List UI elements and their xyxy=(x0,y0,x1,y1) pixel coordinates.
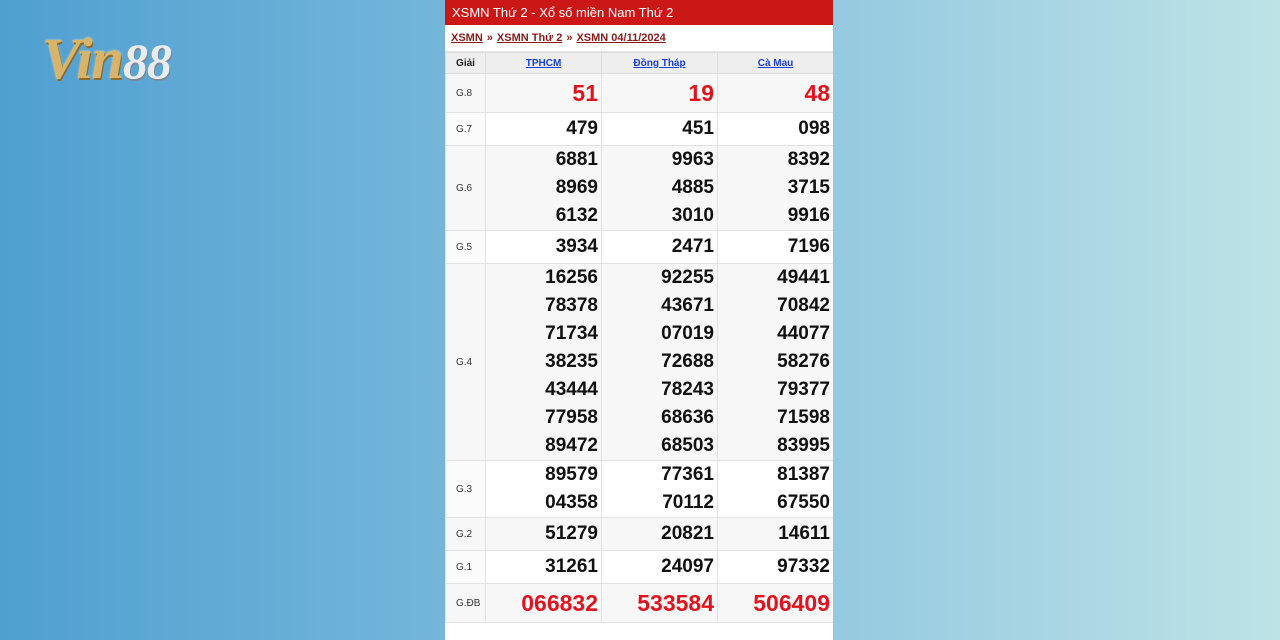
result-number: 71734 xyxy=(545,323,598,344)
prize-label: G.1 xyxy=(446,551,486,584)
result-cell xyxy=(602,584,718,623)
result-number: 19 xyxy=(688,80,714,106)
result-number: 31261 xyxy=(545,556,598,577)
table-row xyxy=(446,231,834,264)
result-number: 92255 xyxy=(661,267,714,288)
result-number: 098 xyxy=(798,118,830,139)
results-panel xyxy=(445,0,833,640)
result-cell xyxy=(718,264,834,461)
result-number: 49441 xyxy=(777,267,830,288)
table-row xyxy=(446,461,834,518)
result-number: 70112 xyxy=(662,492,714,513)
result-number: 8969 xyxy=(555,177,598,198)
table-row xyxy=(446,584,834,623)
result-cell xyxy=(486,113,602,146)
breadcrumb-separator: » xyxy=(566,32,573,44)
table-row xyxy=(446,113,834,146)
result-cell xyxy=(486,461,602,518)
result-number: 78243 xyxy=(661,379,714,400)
breadcrumb-separator: » xyxy=(486,32,493,44)
prize-label: G.ĐB xyxy=(446,584,486,623)
prize-label: G.5 xyxy=(446,231,486,264)
result-cell xyxy=(486,146,602,231)
result-number: 68636 xyxy=(661,407,714,428)
province-link-dong-thap[interactable]: Đồng Tháp xyxy=(633,57,686,69)
result-cell xyxy=(602,231,718,264)
result-number: 9916 xyxy=(787,205,830,226)
result-number: 67550 xyxy=(777,492,830,513)
result-cell xyxy=(602,264,718,461)
results-table xyxy=(445,52,833,623)
table-row xyxy=(446,518,834,551)
breadcrumb-link-xsmn-thu-2[interactable]: XSMN Thứ 2 xyxy=(496,32,563,44)
result-cell xyxy=(718,461,834,518)
results-body xyxy=(446,74,834,623)
result-number: 48 xyxy=(804,80,830,106)
table-header-row xyxy=(446,53,834,74)
breadcrumb xyxy=(445,25,833,52)
province-link-tphcm[interactable]: TPHCM xyxy=(525,57,562,69)
result-number: 77361 xyxy=(661,464,714,485)
result-cell xyxy=(718,146,834,231)
prize-label: G.6 xyxy=(446,146,486,231)
column-header-prize: Giải xyxy=(446,53,486,74)
result-number: 066832 xyxy=(521,590,598,616)
result-number: 51279 xyxy=(545,523,598,544)
result-number: 479 xyxy=(566,118,598,139)
prize-label: G.8 xyxy=(446,74,486,113)
result-cell xyxy=(718,231,834,264)
column-header-dong-thap xyxy=(602,53,718,74)
result-number: 44077 xyxy=(777,323,830,344)
prize-label: G.4 xyxy=(446,264,486,461)
result-number: 78378 xyxy=(545,295,598,316)
result-number: 68503 xyxy=(661,435,714,456)
result-number: 451 xyxy=(682,118,714,139)
result-number: 8392 xyxy=(787,149,830,170)
result-number: 04358 xyxy=(545,492,598,513)
result-number: 97332 xyxy=(777,556,830,577)
result-number: 71598 xyxy=(777,407,830,428)
result-number: 6132 xyxy=(555,205,598,226)
prize-label: G.2 xyxy=(446,518,486,551)
breadcrumb-link-date[interactable]: XSMN 04/11/2024 xyxy=(576,32,666,44)
result-number: 9963 xyxy=(671,149,714,170)
result-number: 43444 xyxy=(545,379,598,400)
result-number: 83995 xyxy=(777,435,830,456)
result-number: 07019 xyxy=(661,323,714,344)
result-number: 24097 xyxy=(661,556,714,577)
result-number: 3934 xyxy=(555,236,598,257)
result-number: 51 xyxy=(572,80,598,106)
result-number: 3010 xyxy=(671,205,714,226)
result-cell xyxy=(718,518,834,551)
result-number: 533584 xyxy=(637,590,714,616)
result-cell xyxy=(486,231,602,264)
result-number: 2471 xyxy=(671,236,714,257)
table-row xyxy=(446,74,834,113)
result-number: 77958 xyxy=(545,407,598,428)
result-cell xyxy=(486,584,602,623)
result-cell xyxy=(602,518,718,551)
result-number: 16256 xyxy=(545,267,598,288)
result-number: 79377 xyxy=(777,379,830,400)
result-number: 81387 xyxy=(777,464,830,485)
result-number: 43671 xyxy=(661,295,714,316)
breadcrumb-link-xsmn[interactable]: XSMN xyxy=(451,32,483,44)
result-cell xyxy=(486,264,602,461)
vin88-logo: Vin88 xyxy=(42,26,171,91)
result-number: 6881 xyxy=(555,149,598,170)
province-link-ca-mau[interactable]: Cà Mau xyxy=(757,57,794,69)
prize-label: G.7 xyxy=(446,113,486,146)
result-number: 72688 xyxy=(661,351,714,372)
column-header-tphcm xyxy=(486,53,602,74)
result-number: 7196 xyxy=(787,236,830,257)
result-cell xyxy=(602,551,718,584)
table-row xyxy=(446,551,834,584)
result-cell xyxy=(718,551,834,584)
result-cell xyxy=(718,74,834,113)
panel-header-title: XSMN Thứ 2 - Xổ số miền Nam Thứ 2 xyxy=(445,0,833,25)
result-cell xyxy=(486,74,602,113)
result-number: 89472 xyxy=(545,435,598,456)
result-cell xyxy=(486,551,602,584)
result-number: 3715 xyxy=(787,177,830,198)
prize-label: G.3 xyxy=(446,461,486,518)
result-cell xyxy=(718,113,834,146)
result-number: 89579 xyxy=(545,464,598,485)
result-cell xyxy=(718,584,834,623)
table-row xyxy=(446,264,834,461)
column-header-ca-mau xyxy=(718,53,834,74)
result-cell xyxy=(486,518,602,551)
table-row xyxy=(446,146,834,231)
result-number: 20821 xyxy=(661,523,714,544)
result-number: 4885 xyxy=(671,177,714,198)
result-number: 70842 xyxy=(777,295,830,316)
result-cell xyxy=(602,146,718,231)
result-cell xyxy=(602,113,718,146)
result-number: 14611 xyxy=(778,523,830,544)
result-number: 58276 xyxy=(777,351,830,372)
result-number: 38235 xyxy=(545,351,598,372)
result-cell xyxy=(602,461,718,518)
result-number: 506409 xyxy=(753,590,830,616)
result-cell xyxy=(602,74,718,113)
